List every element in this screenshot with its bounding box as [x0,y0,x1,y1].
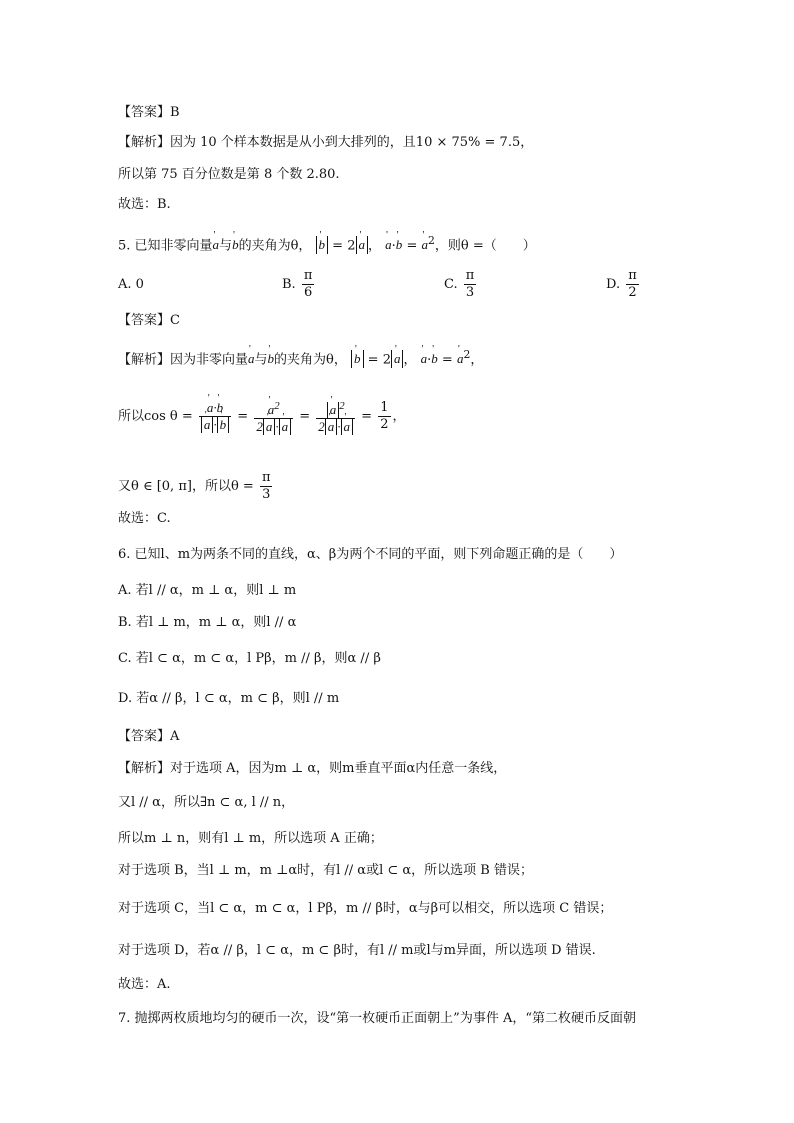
pick-line: 故选：C. [118,511,171,526]
option-a: A. 0 [118,277,144,292]
fraction-norma2-over-2aa [316,398,355,435]
denominator [316,418,355,435]
analysis-line: 所以m ⊥ n，则有l ⊥ m，所以选项 A 正确； [118,831,383,846]
stem-text: ，则θ =（ ） [434,238,536,254]
fraction-a2-over-2aa [254,398,293,435]
analysis-text: 的夹角为θ， [274,352,347,368]
vector-a: ' a [359,236,366,254]
cos-prefix: 所以cos θ = [118,409,193,425]
analysis-line: 对于选项 D，若α // β，l ⊂ α，m ⊂ β时，有l // m或l与m异面，所以选项 D 错误. [118,943,596,958]
abs-a [201,417,217,433]
option-letter: B. [282,277,296,292]
option-d: D. 若α // β，l ⊂ α，m ⊂ β，则l // m [118,691,340,706]
fraction-pi-6 [302,268,315,301]
cos-formula [118,398,406,435]
dot: · [213,417,217,433]
answer-label-q4: 【答案】B [118,105,180,120]
numerator: π [628,268,637,283]
eq-sign: = [332,238,344,254]
vector-a: ' a [266,419,273,435]
abs-a [391,350,404,368]
stem-text: 5. 已知非零向量 [118,238,213,254]
analysis-line: 所以第 75 百分位数是第 8 个数 2.80. [118,167,340,182]
vector-a: ' a [207,400,214,416]
vector-a: ' a [385,236,392,254]
vector-a: ' a [328,419,335,435]
vector-b: ' b [396,236,403,254]
vector-b: ' b [268,350,275,368]
fraction-ab-over-normab [199,400,231,433]
numerator: π [261,470,271,485]
stem-text: 的夹角为θ， [238,238,312,254]
analysis-text: 【解析】因为非零向量 [118,352,249,368]
eq-sign: = [299,409,311,425]
denominator: 2 [626,284,639,301]
question-5-stem [118,232,536,255]
coef: 2 [347,238,356,254]
abs-b [316,236,329,254]
eq-sign: = [441,352,453,368]
stem-text: 与 [219,238,233,254]
analysis-line: 对于选项 C，当l ⊂ α，m ⊂ α，l Pβ，m // β时，α与β可以相交，所以选项 C 错误； [118,901,613,916]
eq-sign: = [361,409,373,425]
option-letter: D. [606,277,621,292]
numerator [316,398,355,418]
numerator [199,400,231,416]
question-7-stem: 7. 抛掷两枚质地均匀的硬币一次，设“第一枚硬币正面朝上”为事件 A，“第二枚硬币反面朝 [118,1011,636,1026]
abs-a [279,419,292,435]
numerator: 1 [380,400,389,416]
comma: ， [392,409,406,425]
fraction-pi-2 [626,268,639,301]
fraction-one-half [378,400,390,433]
numerator: π [303,268,313,283]
numerator [254,398,293,418]
square-exp: 2 [274,400,280,412]
analysis-line: 对于选项 B，当l ⊥ m，m ⊥α时，有l // α或l ⊂ α，所以选项 B 错误； [118,863,533,878]
option-c: C. 若l ⊂ α，m ⊂ α，l Pβ，m // β，则α // β [118,651,381,666]
option-a: A. 若l // α，m ⊥ α，则l ⊥ m [118,583,297,598]
square-exp: 2 [463,348,471,361]
denominator: 2 [380,417,389,433]
denominator [199,416,231,433]
comma: ， [403,352,417,368]
coef: 2 [382,352,391,368]
pick-line: 故选：A. [118,977,171,992]
vector-a: ' a [330,402,337,418]
analysis-line: 又l // α，所以∃n ⊂ α, l // n， [118,795,295,810]
eq-sign: = [367,352,379,368]
answer-label-q6: 【答案】A [118,729,180,744]
vector-b: ' b [319,236,326,254]
range-text: 又θ ∈ [0, π]，所以θ = [118,479,254,494]
fraction-pi-3 [464,268,477,301]
abs-b [217,417,230,433]
fraction-pi-3 [260,470,273,503]
denominator: 6 [302,284,315,301]
dot: · [337,419,341,435]
vector-a: ' a [344,419,351,435]
analysis-line: 【解析】对于选项 A，因为m ⊥ α，则m垂直平面α内任意一条线， [118,761,507,776]
analysis-line: 【解析】因为 10 个样本数据是从小到大排列的，且10 × 75% = 7.5， [118,135,534,150]
comma: ， [368,238,382,254]
coef: 2 [318,419,325,435]
vector-a: ' a [421,350,428,368]
vector-a: ' a [421,236,428,254]
range-line [118,470,274,503]
dot: · [213,400,217,416]
comma: ， [470,352,484,368]
abs-a [325,419,341,435]
abs-a [356,236,369,254]
eq-sign: = [237,409,249,425]
eq-sign: = [406,238,418,254]
pick-line: 故选：B. [118,197,171,212]
option-d [606,268,641,301]
answer-label-q5: 【答案】C [118,313,180,328]
vector-b: ' b [217,400,224,416]
dot: · [391,238,396,254]
denominator: 3 [464,284,477,301]
vector-b: ' b [354,350,361,368]
vector-a: ' a [394,350,401,368]
abs-a [341,419,354,435]
vector-a: ' a [282,419,289,435]
vector-a: ' a [268,402,275,418]
vector-a: ' a [204,417,211,433]
abs-b [351,350,364,368]
option-b [282,268,316,301]
vector-a: ' a [213,236,220,254]
vector-b: ' b [220,417,227,433]
square-exp: 2 [427,234,435,247]
option-c [444,268,478,301]
analysis-text: 与 [254,352,268,368]
square-exp: 2 [339,400,345,412]
option-b: B. 若l ⊥ m，m ⊥ α，则l // α [118,615,297,630]
denominator [254,418,293,435]
coef: 2 [256,419,263,435]
analysis-line [118,346,483,369]
option-letter: C. [444,277,458,292]
dot: · [275,419,279,435]
question-6-stem: 6. 已知l、m为两条不同的直线，α、β为两个不同的平面，则下列命题正确的是（ ） [118,547,623,562]
abs-a [263,419,279,435]
denominator: 3 [260,486,273,503]
vector-a: ' a [248,350,255,368]
numerator: π [465,268,475,283]
vector-a: ' a [457,350,464,368]
vector-b: ' b [232,236,239,254]
dot: · [427,352,432,368]
vector-b: ' b [431,350,438,368]
